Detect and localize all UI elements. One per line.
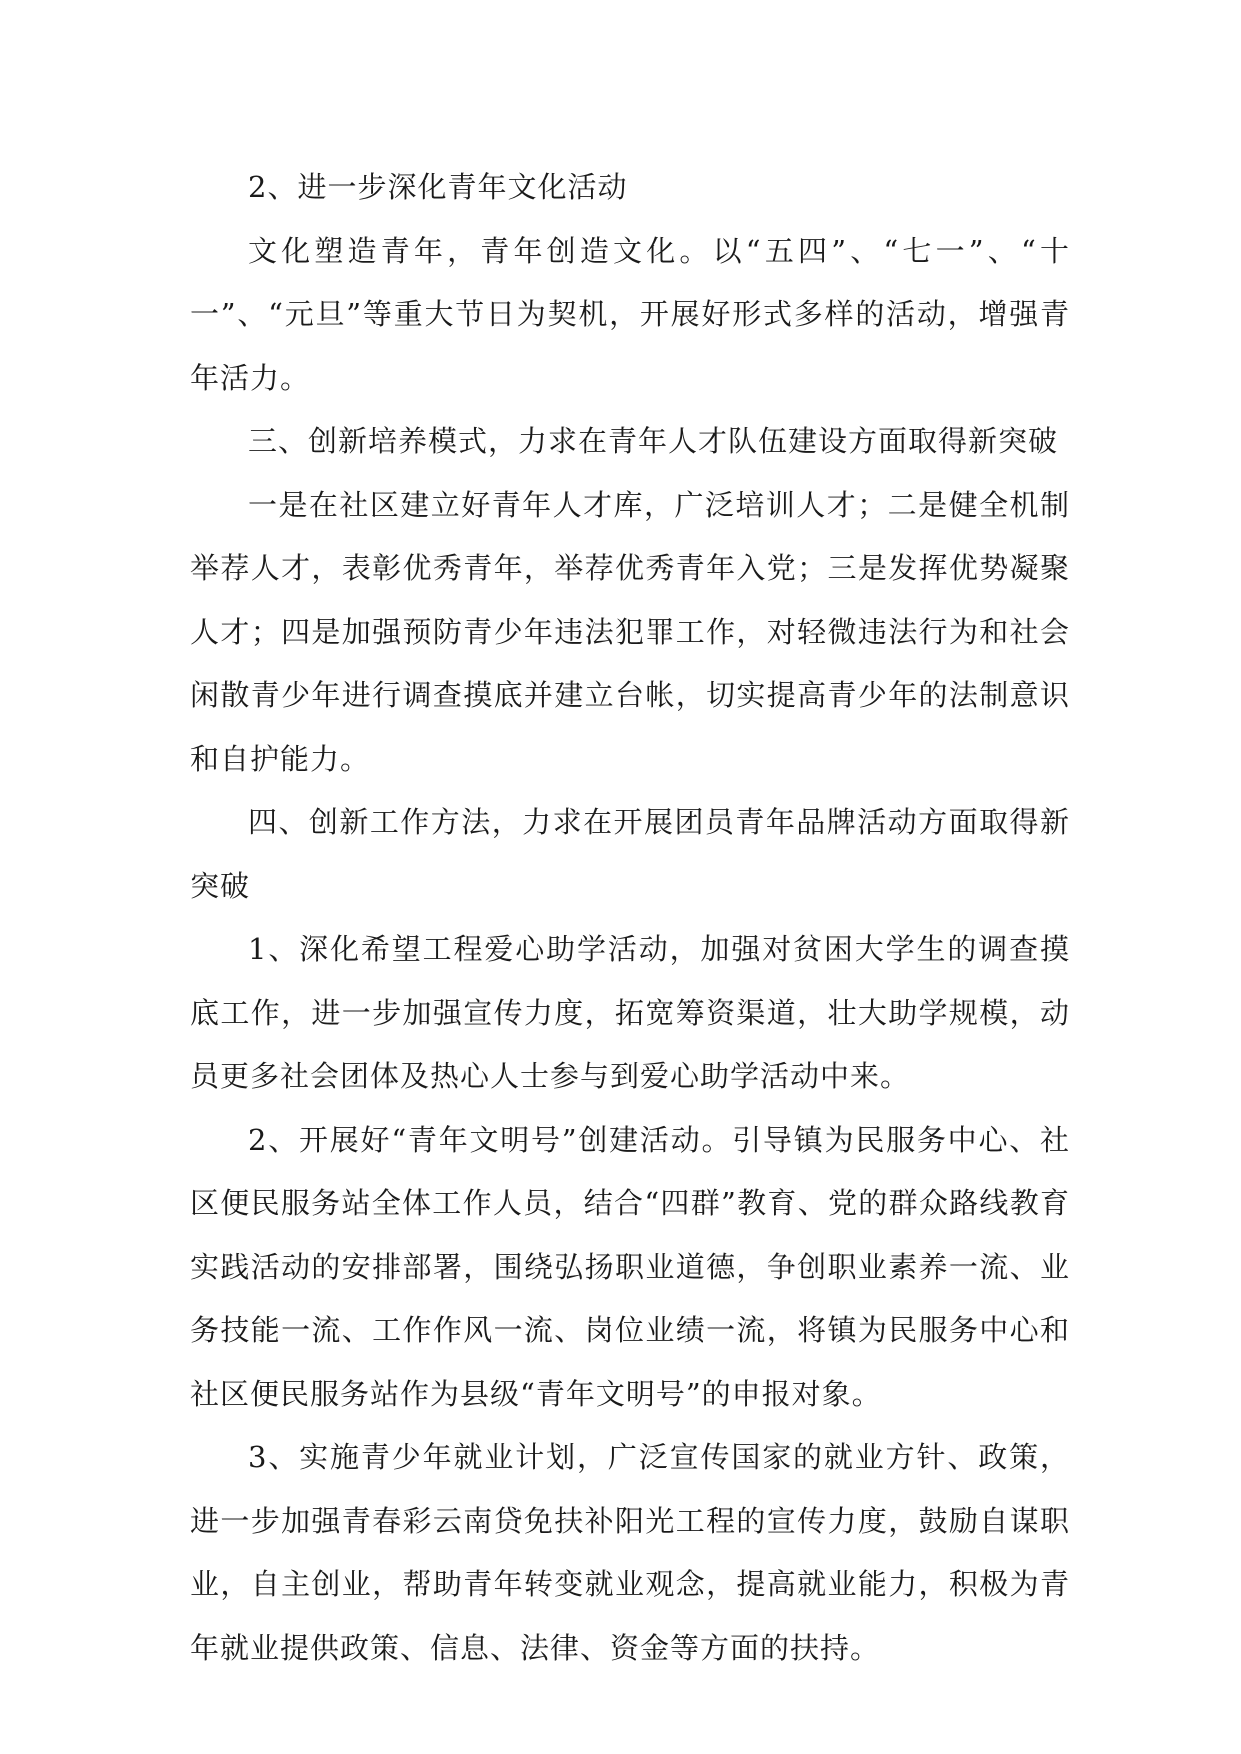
paragraph-civilized-post: 2、开展好“青年文明号”创建活动。引导镇为民服务中心、社区便民服务站全体工作人员，结合“四群”教育、党的群众路线教育实践活动的安排部署，围绕弘扬职业道德，争创职业素养一流、业务技能一流、工作作风一流、岗位业绩一流，将镇为民服务中心和社区便民服务站作为县级“青年文明号”的申报对象。 bbox=[190, 1122, 1070, 1411]
document-body bbox=[190, 156, 1070, 1680]
paragraph-hope-project: 1、深化希望工程爱心助学活动，加强对贫困大学生的调查摸底工作，进一步加强宣传力度，拓宽筹资渠道，壮大助学规模，动员更多社会团体及热心人士参与到爱心助学活动中来。 bbox=[190, 932, 1070, 1093]
section-four-heading: 四、创新工作方法，力求在开展团员青年品牌活动方面取得新突破 bbox=[190, 805, 1070, 903]
paragraph-talent-body: 一是在社区建立好青年人才库，广泛培训人才；二是健全机制举荐人才，表彰优秀青年，举荐优秀青年入党；三是发挥优势凝聚人才；四是加强预防青少年违法犯罪工作，对轻微违法行为和社会闲散青少年进行调查摸底并建立台帐，切实提高青少年的法制意识和自护能力。 bbox=[190, 487, 1070, 776]
paragraph-culture-body: 文化塑造青年，青年创造文化。以“五四”、“七一”、“十一”、“元旦”等重大节日为契机，开展好形式多样的活动，增强青年活力。 bbox=[190, 233, 1070, 395]
section-three-heading: 三、创新培养模式，力求在青年人才队伍建设方面取得新突破 bbox=[248, 424, 1059, 458]
paragraph-culture-heading: 2、进一步深化青年文化活动 bbox=[248, 170, 628, 204]
paragraph-employment-plan: 3、实施青少年就业计划，广泛宣传国家的就业方针、政策，进一步加强青春彩云南贷免扶补阳光工程的宣传力度，鼓励自谋职业，自主创业，帮助青年转变就业观念，提高就业能力，积极为青年就业提供政策、信息、法律、资金等方面的扶持。 bbox=[190, 1440, 1070, 1665]
